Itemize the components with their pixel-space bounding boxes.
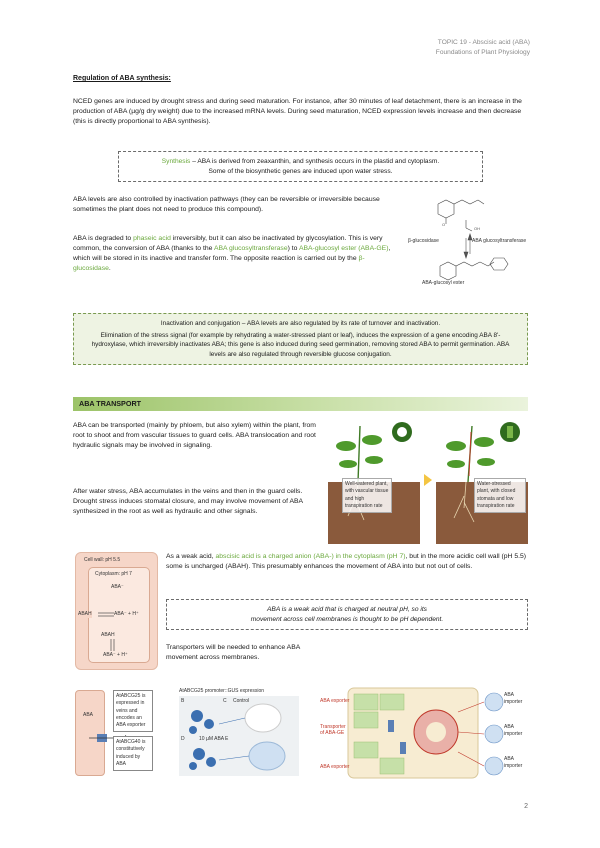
beta-glucosidase-label: β-glucosidase <box>408 238 439 244</box>
abah-label: ABAH <box>78 611 92 617</box>
inactivation-title: Inactivation and conjugation – ABA levels are also regulated by its rate of turnover and inactivation. <box>160 320 441 327</box>
cell-wall-ph-label: Cell wall: pH 5.5 <box>84 557 121 563</box>
aba-cell-label: ABA <box>83 712 94 718</box>
aba-ge-term: ABA-glucosyl ester (ABA-GE) <box>298 244 389 252</box>
transport-paragraph-1: ABA can be transported (mainly by phloem, but also xylem) within the plant, from root to shoot and from vascular tissues to guard cells. ABA translocation and root hydraulic signals may be involved in signaling. <box>73 422 316 449</box>
page-number: 2 <box>524 802 528 810</box>
topic-title: TOPIC 19 - Abscisic acid (ABA) <box>437 39 530 46</box>
gus-expression-panels <box>179 696 299 776</box>
aba-treatment-label: 10 µM ABA <box>199 736 225 742</box>
aba-importer-label-2: ABA importer <box>504 724 523 738</box>
panel-b-label: B <box>181 698 185 704</box>
synthesis-term: Synthesis <box>161 158 191 165</box>
glucosyltransferase-term: ABA glucosyltransferase <box>213 244 288 252</box>
ph-dependence-note <box>166 599 528 630</box>
aba-exporter-figure <box>75 688 303 778</box>
svg-text:OH: OH <box>474 226 480 231</box>
charged-anion-term: abscisic acid is a charged anion (ABA-) in the cytoplasm (pH 7) <box>215 553 406 560</box>
aba-exporter-label-1: ABA exporter <box>320 698 350 704</box>
aba-exporter-label-2: ABA exporter <box>320 764 350 770</box>
aba-importer-label-1: ABA importer <box>504 692 523 706</box>
panel-e-label: E <box>225 736 229 742</box>
course-name: Foundations of Plant Physiology <box>435 48 530 56</box>
water-stressed-caption: Water-stressed plant, with closed stomata and low transpiration rate <box>474 478 526 513</box>
aba-ge-transporter-label: Transporter of ABA-GE <box>320 724 346 736</box>
gus-expression-title: AtABCG25 promoter::GUS expression <box>179 688 265 694</box>
exporter-note-2: AtABCG40 is constitutively induced by ABA <box>113 736 153 771</box>
exporter-note-1: AtABCG25 is expressed in veins and encodes an ABA exporter <box>113 690 153 732</box>
panel-d-label: D <box>181 736 185 742</box>
control-label: Control <box>233 698 250 704</box>
water-stress-plant-figure <box>328 416 528 544</box>
well-watered-caption: Well-watered plant, with vascular tissue and high transpiration rate <box>342 478 392 513</box>
transport-paragraph-2: After water stress, ABA accumulates in the veins and then in the guard cells. Drought stress induces stomatal closure, and may involve movement of ABA synthesized in the root as well as hydraulic and other signals. <box>73 488 303 515</box>
equilibrium-arrow-icon <box>98 609 116 621</box>
tissue-transporter-figure <box>318 682 528 782</box>
inactivation-body: Elimination of the stress signal (for example by rehydrating a water-stressed plant or leaf), induces the expression of a gene encoding ABA 8'-hydroxylase, which irreversibly inactivates ABA; this gene is also induced during seed germination, removing stored ABA to permit germination. ABA levels are also regulated through reversible glucose conjugation. <box>91 331 510 358</box>
inactivation-paragraph: ABA levels are also controlled by inactivation pathways (they can be reversible or irreversible because sometimes the plant does not need to produce this compound). <box>73 196 380 213</box>
transporters-paragraph: Transporters will be needed to enhance ABA movement across membranes. <box>166 644 300 661</box>
panel-c-label: C <box>223 698 227 704</box>
page-header <box>436 38 530 58</box>
regulation-paragraph: NCED genes are induced by drought stress and during seed maturation. For instance, after 30 minutes of leaf detachment, there is an increase in the production of ABA (µg/g dry weight) due to the increased mRNA levels. During seed maturation, NCED expression levels increase and then decrease (this is directly proportional to ABA synthesis). <box>73 98 522 125</box>
aba-minus-label: ABA⁻ <box>111 584 124 590</box>
note-line2: movement across cell membranes is thought to be pH dependent. <box>250 615 444 623</box>
transport-section-heading: ABA TRANSPORT <box>73 397 528 411</box>
cytoplasm-ph-label: Cytoplasm: pH 7 <box>95 571 132 577</box>
synthesis-line2: Some of the biosynthetic genes are induced upon water stress. <box>208 167 393 175</box>
regulation-heading: Regulation of ABA synthesis: <box>73 75 171 82</box>
glucosyltransferase-label: ABA glucosyltransferase <box>472 238 527 244</box>
synthesis-line1: – ABA is derived from zeaxanthin, and synthesis occurs in the plastid and cytoplasm. <box>190 158 440 165</box>
glucosyl-ester-label: ABA-glucosyl ester <box>422 280 465 286</box>
note-line1: ABA is a weak acid that is charged at neutral pH, so its <box>267 606 427 613</box>
glucosidase-term: β-glucosidase <box>73 254 365 272</box>
aba-importer-label-3: ABA importer <box>504 756 523 770</box>
weak-acid-paragraph: As a weak acid, abscisic acid is a charged anion (ABA-) in the cytoplasm (pH 7), but in the more acidic cell wall (pH 5.5) some is uncharged (ABAH). This presumably enhances the movement of ABA into but not out of cells. <box>166 553 527 570</box>
svg-text:O: O <box>442 222 446 227</box>
ph-cell-diagram <box>75 552 158 670</box>
inactivation-conjugation-box <box>73 313 528 365</box>
equilibrium-right-label: ABA⁻ + H⁺ <box>114 611 139 617</box>
degradation-paragraph: ABA is degraded to phaseic acid irreversibly, but it can also be inactivated by glycosylation. This is very common, the conversion of ABA (thanks to the ABA glucosyltransferase) to ABA-glucosyl ester (ABA-GE), which will be stored in its inactive and transfer form. The opposite reaction is carried out by the β-glucosidase. <box>73 235 391 272</box>
phaseic-acid-term: phaseic acid <box>133 235 171 242</box>
down-arrow-icon <box>108 639 118 653</box>
glycosylation-reaction-figure <box>408 192 528 290</box>
aba-bottom-label: ABA⁻ + H⁺ <box>103 652 128 658</box>
synthesis-box <box>118 151 483 182</box>
abah-inner-label: ABAH <box>101 632 115 638</box>
